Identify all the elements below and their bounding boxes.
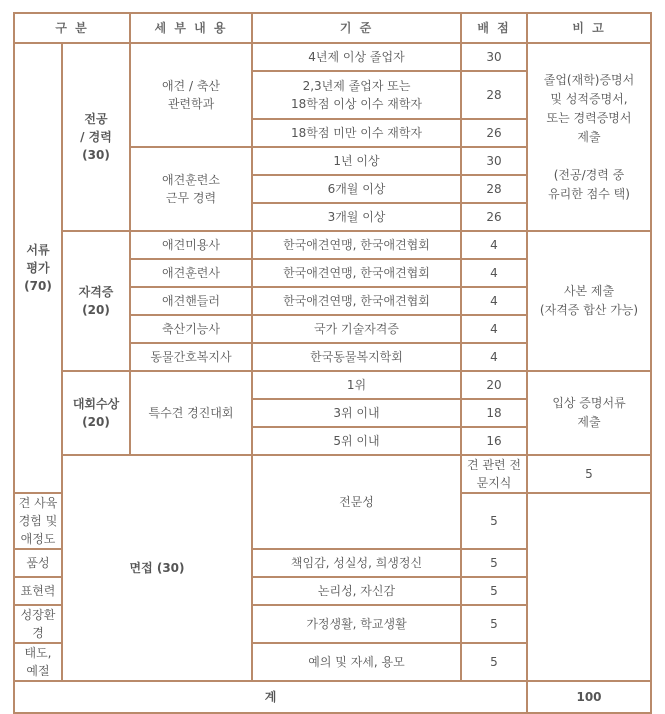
detail-cell: 애견미용사: [130, 231, 252, 259]
criteria-cell: 한국애견연맹, 한국애견협회: [252, 259, 461, 287]
score-cell: 16: [461, 427, 527, 455]
header-note: 비 고: [527, 13, 651, 43]
criteria-cell: 5위 이내: [252, 427, 461, 455]
score-cell: 5: [527, 455, 651, 493]
score-cell: 30: [461, 147, 527, 175]
criteria-cell: 18학점 미만 이수 재학자: [252, 119, 461, 147]
license-title: 자격증 (20): [62, 231, 130, 371]
table-row: [14, 371, 651, 399]
detail-cell: 동물간호복지사: [130, 343, 252, 371]
detail-cell: 품성: [14, 549, 62, 577]
criteria-cell: 3개월 이상: [252, 203, 461, 231]
detail-cell: 태도, 예절: [14, 643, 62, 681]
criteria-cell: 1년 이상: [252, 147, 461, 175]
criteria-cell: 2,3년제 졸업자 또는 18학점 이상 이수 재학자: [252, 71, 461, 119]
career-detail: 애견훈련소 근무 경력: [130, 147, 252, 231]
score-cell: 4: [461, 259, 527, 287]
table-row: [14, 455, 651, 493]
criteria-cell: 견 관련 전문지식: [461, 455, 527, 493]
detail-cell: 축산기능사: [130, 315, 252, 343]
criteria-cell: 한국애견연맹, 한국애견협회: [252, 231, 461, 259]
criteria-cell: 책임감, 성실성, 희생정신: [252, 549, 461, 577]
major-note: 졸업(재학)증명서 및 성적증명서, 또는 경력증명서 제출 (전공/경력 중 유리한 점수 택): [527, 43, 651, 231]
criteria-cell: 1위: [252, 371, 461, 399]
score-cell: 5: [461, 577, 527, 605]
criteria-cell: 가정생활, 학교생활: [252, 605, 461, 643]
major-detail-1: 애견 / 축산 관련학과: [130, 43, 252, 147]
header-row: [14, 13, 651, 43]
score-cell: 20: [461, 371, 527, 399]
award-detail: 특수견 경진대회: [130, 371, 252, 455]
score-cell: 4: [461, 287, 527, 315]
header-criteria: 기 준: [252, 13, 461, 43]
score-cell: 28: [461, 175, 527, 203]
criteria-cell: 국가 기술자격증: [252, 315, 461, 343]
score-cell: 4: [461, 231, 527, 259]
score-cell: 5: [461, 643, 527, 681]
criteria-cell: 예의 및 자세, 용모: [252, 643, 461, 681]
criteria-cell: 4년제 이상 졸업자: [252, 43, 461, 71]
total-score: 100: [527, 681, 651, 713]
score-cell: 26: [461, 203, 527, 231]
header-detail: 세 부 내 용: [130, 13, 252, 43]
criteria-cell: 한국애견연맹, 한국애견협회: [252, 287, 461, 315]
score-cell: 30: [461, 43, 527, 71]
table-row: [14, 231, 651, 259]
detail-cell: 애견훈련사: [130, 259, 252, 287]
score-cell: 4: [461, 343, 527, 371]
major-career-title: 전공 / 경력 (30): [62, 43, 130, 231]
evaluation-table-frame: [13, 12, 650, 704]
score-cell: 18: [461, 399, 527, 427]
criteria-cell: 3위 이내: [252, 399, 461, 427]
header-category: 구 분: [14, 13, 130, 43]
criteria-cell: 한국동물복지학회: [252, 343, 461, 371]
score-cell: 5: [461, 493, 527, 549]
detail-cell: 애견핸들러: [130, 287, 252, 315]
expertise-detail: 전문성: [252, 455, 461, 549]
award-note: 입상 증명서류 제출: [527, 371, 651, 455]
score-cell: 5: [461, 549, 527, 577]
detail-cell: 표현력: [14, 577, 62, 605]
score-cell: 26: [461, 119, 527, 147]
interview-title: 면접 (30): [62, 455, 252, 681]
header-score: 배 점: [461, 13, 527, 43]
score-cell: 5: [461, 605, 527, 643]
evaluation-criteria-table: [13, 12, 652, 714]
license-note: 사본 제출 (자격증 합산 가능): [527, 231, 651, 371]
table-row: [14, 43, 651, 71]
criteria-cell: 6개월 이상: [252, 175, 461, 203]
score-cell: 4: [461, 315, 527, 343]
total-row: [14, 681, 651, 713]
criteria-cell: 논리성, 자신감: [252, 577, 461, 605]
document-eval-title: 서류 평가 (70): [14, 43, 62, 493]
total-label: 계: [14, 681, 527, 713]
award-title: 대회수상 (20): [62, 371, 130, 455]
detail-cell: 성장환경: [14, 605, 62, 643]
criteria-cell: 견 사육경험 및 애정도: [14, 493, 62, 549]
score-cell: 28: [461, 71, 527, 119]
